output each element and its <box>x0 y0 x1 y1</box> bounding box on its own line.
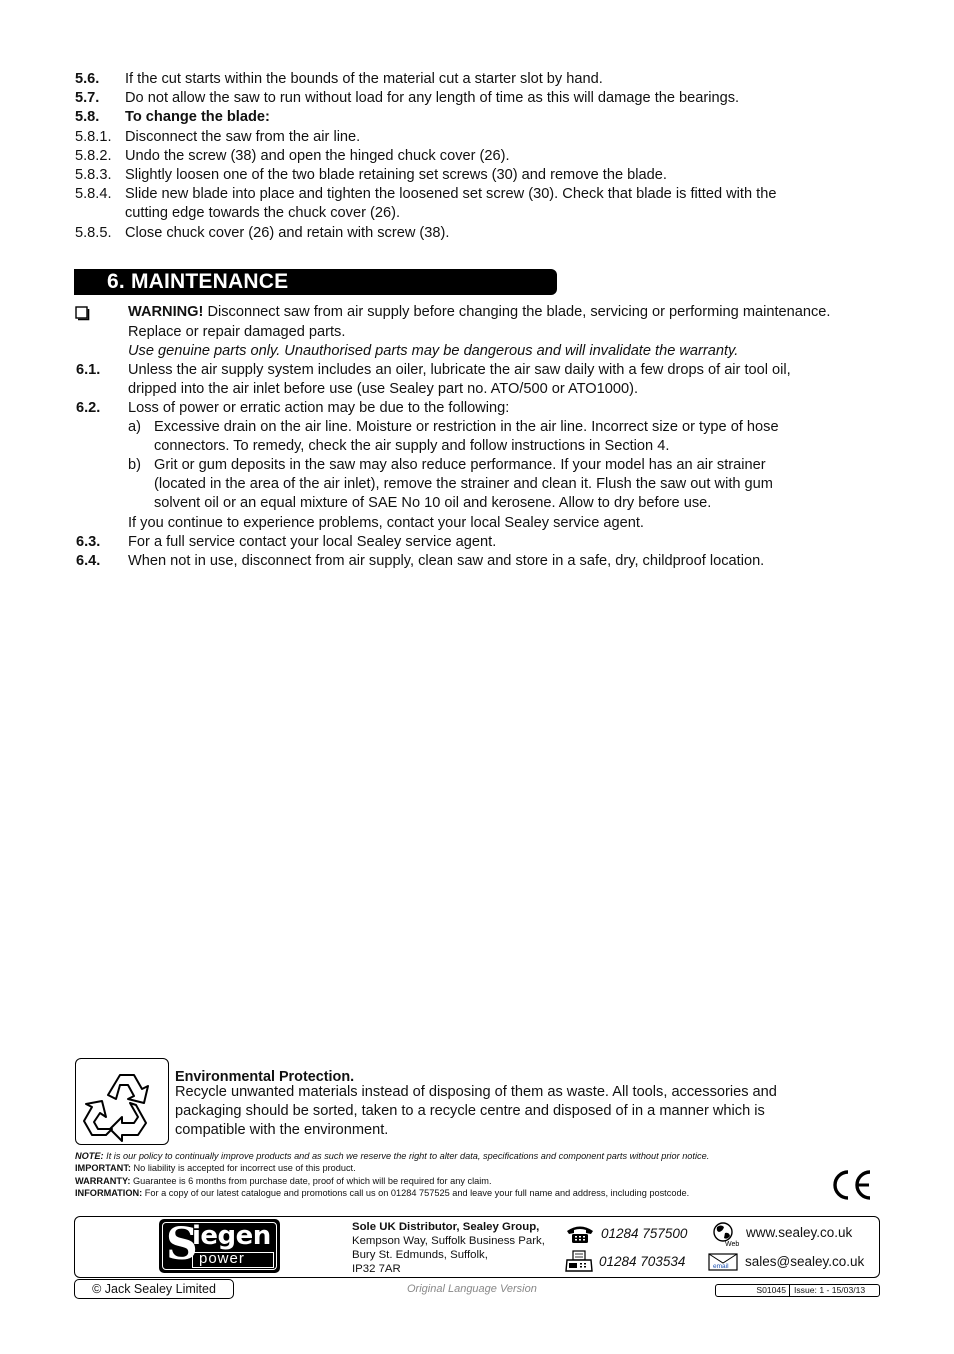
item-5-8-4-number: 5.8.4. <box>75 186 112 202</box>
item-5-7-number: 5.7. <box>75 90 100 106</box>
item-5-8-2-number: 5.8.2. <box>75 148 112 164</box>
item-5-8-number: 5.8. <box>75 109 100 125</box>
item-5-8-2-text: Undo the screw (38) and open the hinged chuck cover (26). <box>125 148 510 164</box>
fax-number[interactable]: 01284 703534 <box>599 1254 686 1269</box>
recycle-icon <box>76 1059 168 1144</box>
email-envelope-icon <box>708 1253 738 1271</box>
important-line <box>75 1162 356 1174</box>
item-6-2-b-line-3: solvent oil or an equal mixture of SAE No 10 oil and kerosene. Allow to dry before use. <box>154 495 712 511</box>
item-6-2-a-label: a) <box>128 419 141 435</box>
item-6-3-number: 6.3. <box>76 534 101 550</box>
environment-title: Environmental Protection. <box>175 1069 355 1085</box>
document-issue-box <box>715 1284 880 1297</box>
email-icon-label: email <box>713 1263 729 1270</box>
item-5-8-3-text: Slightly loosen one of the two blade retaining set screws (30) and remove the blade. <box>125 167 667 183</box>
item-5-8-1-number: 5.8.1. <box>75 129 112 145</box>
environment-line-2: packaging should be sorted, taken to a recycle centre and disposed of in a manner which is <box>175 1103 765 1119</box>
item-5-8-heading: To change the blade: <box>125 109 270 125</box>
important-text: No liability is accepted for incorrect use of this product. <box>130 1163 356 1173</box>
telephone-icon <box>565 1222 595 1244</box>
item-5-8-4-text-continued: cutting edge towards the chuck cover (26). <box>125 205 400 221</box>
item-6-1-line-2: dripped into the air inlet before use (use Sealey part no. ATO/500 or ATO1000). <box>128 381 639 397</box>
item-6-2-tail: If you continue to experience problems, contact your local Sealey service agent. <box>128 515 644 531</box>
information-text: For a copy of our latest catalogue and promotions call us on 01284 757525 and leave your full name and address, including postcode. <box>142 1188 690 1198</box>
note-text: It is our policy to continually improve products and as such we reserve the right to alter data, specifications and component parts without prior notice. <box>103 1151 710 1161</box>
item-5-8-1-text: Disconnect the saw from the air line. <box>125 129 361 145</box>
item-5-8-3-number: 5.8.3. <box>75 167 112 183</box>
item-6-3-text: For a full service contact your local Sealey service agent. <box>128 534 497 550</box>
item-6-1-number: 6.1. <box>76 362 101 378</box>
website-link[interactable]: www.sealey.co.uk <box>746 1225 853 1240</box>
email-link[interactable]: sales@sealey.co.uk <box>745 1254 865 1269</box>
item-5-7-text: Do not allow the saw to run without load for any length of time as this will damage the bearings. <box>125 90 740 106</box>
address-line-3: IP32 7AR <box>352 1263 401 1275</box>
siegen-logo-power: power <box>199 1250 245 1267</box>
information-line <box>75 1187 689 1199</box>
item-6-2-b-line-1: Grit or gum deposits in the saw may also reduce performance. If your model has an air strainer <box>154 457 766 473</box>
item-6-4-number: 6.4. <box>76 553 101 569</box>
warning-label: WARNING! <box>128 304 204 320</box>
item-5-6-number: 5.6. <box>75 71 100 87</box>
warning-line-1 <box>128 303 830 322</box>
warranty-text: Guarantee is 6 months from purchase date, proof of which will be required for any claim. <box>130 1176 492 1186</box>
checkbox-icon <box>75 306 90 321</box>
document-code: S01045 <box>716 1285 790 1296</box>
item-6-1-line-1: Unless the air supply system includes an oiler, lubricate the air saw daily with a few drops of air tool oil, <box>128 362 791 378</box>
warning-line-2: Replace or repair damaged parts. <box>128 324 346 340</box>
siegen-logo <box>159 1219 280 1273</box>
item-6-2-a-line-1: Excessive drain on the air line. Moisture or restriction in the air line. Incorrect size or type of hose <box>154 419 779 435</box>
web-icon-label: Web <box>725 1241 740 1247</box>
note-line <box>75 1150 709 1162</box>
note-label: NOTE: <box>75 1151 104 1161</box>
item-5-8-4-text: Slide new blade into place and tighten the loosened set screw (30). Check that blade is fitted with the <box>125 186 777 202</box>
item-6-2-a-line-2: connectors. To remedy, check the air supply and follow instructions in Section 4. <box>154 438 670 454</box>
item-6-2-number: 6.2. <box>76 400 101 416</box>
section-header-bar <box>74 269 557 295</box>
item-6-2-b-line-2: (located in the area of the air inlet), remove the strainer and clean it. Flush the saw out with gum <box>154 476 773 492</box>
item-6-4-text: When not in use, disconnect from air supply, clean saw and store in a safe, dry, childproof location. <box>128 553 765 569</box>
siegen-logo-word: iegen <box>192 1221 271 1251</box>
environment-line-1: Recycle unwanted materials instead of disposing of them as waste. All tools, accessories and <box>175 1084 777 1100</box>
warning-text: Disconnect saw from air supply before changing the blade, servicing or performing maintenance. <box>203 304 831 320</box>
distributor-title: Sole UK Distributor, Sealey Group, <box>352 1221 540 1233</box>
siegen-logo-initial: S <box>166 1219 198 1270</box>
issue-date: Issue: 1 - 15/03/13 <box>794 1285 866 1295</box>
copyright: © Jack Sealey Limited <box>74 1279 234 1299</box>
section-title: 6. MAINTENANCE <box>107 270 289 293</box>
fax-icon <box>565 1250 593 1274</box>
warranty-label: WARRANTY: <box>75 1176 131 1186</box>
environment-line-3: compatible with the environment. <box>175 1122 389 1138</box>
warning-line-3: Use genuine parts only. Unauthorised parts may be dangerous and will invalidate the warranty. <box>128 343 739 359</box>
address-line-1: Kempson Way, Suffolk Business Park, <box>352 1235 545 1247</box>
item-5-6-text: If the cut starts within the bounds of the material cut a starter slot by hand. <box>125 71 603 87</box>
warranty-line <box>75 1175 492 1187</box>
language-note: Original Language Version <box>407 1283 537 1295</box>
recycle-icon-box <box>75 1058 169 1145</box>
web-globe-icon <box>711 1221 745 1247</box>
address-line-2: Bury St. Edmunds, Suffolk, <box>352 1249 488 1261</box>
phone-number[interactable]: 01284 757500 <box>601 1226 688 1241</box>
item-5-8-5-number: 5.8.5. <box>75 225 112 241</box>
important-label: IMPORTANT: <box>75 1163 131 1173</box>
item-5-8-5-text: Close chuck cover (26) and retain with screw (38). <box>125 225 450 241</box>
footer-box <box>74 1216 880 1278</box>
information-label: INFORMATION: <box>75 1188 143 1198</box>
ce-mark-icon <box>830 1168 874 1202</box>
item-6-2-b-label: b) <box>128 457 141 473</box>
item-6-2-line-1: Loss of power or erratic action may be due to the following: <box>128 400 510 416</box>
